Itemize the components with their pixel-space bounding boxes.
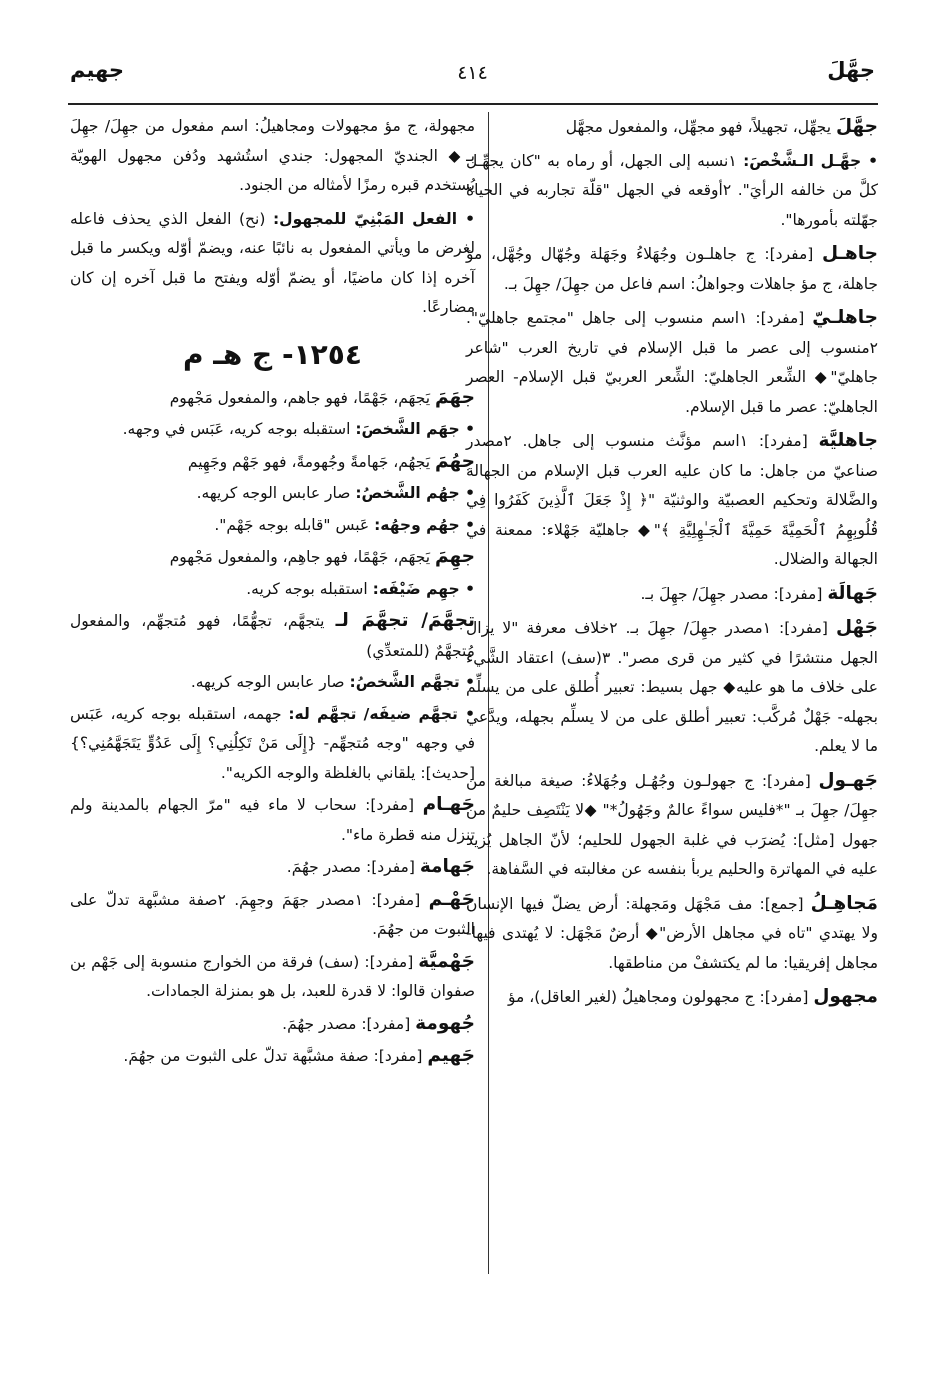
definition: يَجهَم، جَهْمًا، فهو جاهم، والمفعول مَجْهوم bbox=[169, 388, 435, 407]
headword: جَهامة bbox=[419, 856, 475, 877]
headword: جَهـام bbox=[422, 794, 475, 815]
subentry-label: • تجهَّم الشَّخصُ: bbox=[349, 673, 475, 691]
definition: يجهِّل، تجهيلاً، فهو مجهِّل، والمفعول مجهَّل bbox=[565, 118, 836, 136]
headword: جهُمَ bbox=[434, 450, 475, 472]
entry bbox=[466, 579, 878, 610]
headword: جَهْـم bbox=[428, 888, 475, 910]
entry bbox=[70, 575, 475, 605]
definition: (نح) الفعل الذي يحذف فاعله لغرض ما ويأتي المفعول به نائبًا عنه، ويضمّ أوّله ويكسر ما قبل آخره إذا كان ماضيًا، أو يضمّ أوّله ويفتح ما قبل آخره إن كان مضارعًا. bbox=[70, 209, 475, 316]
header-rule bbox=[68, 103, 878, 105]
subentry-label: • جهَّـل الـشَّخْصَ: bbox=[743, 151, 878, 170]
definition: [مفرد]: ج مجهولون ومجاهيلُ (لغير العاقل)، مؤ bbox=[508, 988, 814, 1006]
subentry-label: • جهُم وجهُه: bbox=[374, 515, 475, 534]
subentry-label: • الفعل المَبْنِيّ للمجهول: bbox=[272, 209, 475, 228]
right-column bbox=[466, 112, 878, 1017]
definition: [مفرد]: ١مصدر جهِلَ/ جهِلَ بـ. ٢خلاف معرفة "لا يزال الجهل منتشرًا في كثير من قرى مصر". ٣(سف) اعتقاد الشَّيء على خلاف ما هو عليه◆ جهل بسيط: تعبير أُطلق على من يسلِّم بجهله- جَهْلٌ مُركَّب: تعبير أطلق على من لا يسلِّم بجهله، ويدَّعي ما لا يعلم. bbox=[466, 619, 878, 755]
entry bbox=[70, 205, 475, 323]
subentry-label: • تجهَّم ضيفَه/ تجهَّم له: bbox=[288, 704, 475, 723]
definition: استقبله بوجه كريه، عَبَس في وجهه. bbox=[122, 420, 356, 438]
entry bbox=[466, 766, 878, 885]
subentry-label: • جهُم الشَّخصُ: bbox=[355, 484, 475, 502]
definition: [مفرد]: صفة مشبَّهة تدلّ على الثبوت من جهُمَ. bbox=[123, 1047, 428, 1065]
headword: جهَمَ bbox=[434, 386, 475, 408]
entry bbox=[70, 606, 475, 666]
definition: يتجهَّم، تجهُّمًا، فهو مُتجهِّم، والمفعول مُتجهَّمٌ (للمتعدِّي) bbox=[70, 612, 475, 660]
definition: [مفرد]: سحاب لا ماء فيه "مرّ الجهام بالمدينة ولم تنزل منه قطرة ماء". bbox=[70, 796, 475, 844]
definition: يَجهُم، جَهامةً وجُهومةً، فهو جَهْم وجَهِيم bbox=[187, 452, 435, 471]
headword: جَهْميَّة bbox=[418, 950, 475, 972]
root-heading: ١٢٥٤- ج هـ م bbox=[183, 337, 362, 371]
definition: [مفرد]: (سف) فرقة من الخوارج منسوبة إلى جَهْم بن صفوان قالوا: لا قدرة للعبد، بل هو بمنزلة الجمادات. bbox=[70, 952, 475, 1000]
definition: ١نسبه إلى الجهل، أو رماه به "كان يجهِّـل كلَّ من خالفه الرأيَ". ٢أوقعه في الجهل "قلّة تجاربه في الحياة جهّلته بأمورها". bbox=[466, 151, 879, 229]
entry bbox=[70, 852, 475, 883]
entry bbox=[466, 112, 878, 143]
headword: تجهَّمَ/ تجهَّمَ لـ bbox=[335, 610, 475, 631]
definition: صار عابس الوجه كريهه. bbox=[190, 673, 350, 691]
definition: [مفرد]: مصدر جهُمَ. bbox=[282, 1014, 416, 1033]
headword: جَهـول bbox=[818, 769, 878, 791]
entry bbox=[70, 700, 475, 789]
definition: يَجهَم، جَهْمًا، فهو جاهِم، والمفعول مَجْهوم bbox=[169, 548, 435, 566]
entry bbox=[466, 147, 878, 236]
entry bbox=[70, 479, 475, 509]
definition: [مفرد]: ١اسم منسوب إلى جاهل "مجتمع جاهليّ". ٢منسوب إلى عصر ما قبل الإسلام في تاريخ العرب "شاعر جاهليّ"◆ الشِّعر الجاهليّ: الشِّعر العربيّ قبل الإسلام- العصر الجاهليّ: عصر ما قبل الإسلام. bbox=[466, 309, 878, 416]
page-header bbox=[70, 52, 875, 92]
headword: جَهيم bbox=[427, 1045, 475, 1066]
entry bbox=[70, 112, 475, 201]
definition: [مفرد]: مصدر جهِلَ/ جهِلَ بـ. bbox=[640, 584, 828, 603]
definition: [مفرد]: ج جهولـون وجُهُـل وجُهَلاءُ: صيغة مبالغة من جهِلَ/ جهِلَ بـ "*فليس سواءً عالمٌ وجَهُولُ*" ◆لا يَنْتَصِف حليمٌ من جهول [مثل]: يُضرَب في غلبة الجهول للحليم؛ لأنّ الجاهل يُزيد عليه في المهاترة والحليم يربأ بنفسه عن مغالبته في السَّفاهة. bbox=[466, 771, 878, 878]
definition: مجهولة، ج مؤ مجهولات ومجاهيلُ: اسم مفعول من جهِلَ/ جهِلَ بـ◆ الجنديّ المجهول: جندي استُشهد ودُفن مجهول الهويّة يُستخدم قبره رمزًا لأمثاله من الجنود. bbox=[70, 117, 475, 194]
right-guide-word: جهَّلَ bbox=[827, 58, 875, 82]
entry bbox=[70, 885, 475, 945]
subentry-label: • جهَم الشَّخصَ: bbox=[355, 420, 475, 438]
entry bbox=[70, 447, 475, 478]
definition: جهمه، استقبله بوجه كريه، عَبَس في وجهه "وجه مُتجهِّم- {إِلَى مَنْ تَكِلُنِي؟ إِلَى عَدُوٍّ يَتَجَهَّمُنِي؟} [حديث]: يلقاني بالغلظة والوجه الكريه". bbox=[70, 704, 475, 782]
entry bbox=[466, 613, 878, 762]
headword: جُهومة bbox=[415, 1012, 475, 1034]
headword: جهِمَ bbox=[434, 546, 475, 567]
entry bbox=[70, 790, 475, 850]
entry bbox=[466, 889, 878, 979]
headword: جاهليَّة bbox=[818, 430, 878, 451]
left-guide-word: جهيم bbox=[70, 58, 125, 82]
entry bbox=[466, 239, 878, 299]
definition: [جمع]: مف مَجْهَل ومَجهلة: أرض يضلّ فيها الإنسان ولا يهتدي "تاه في مجاهل الأرض"◆ أرضٌ مَجْهَل: لا يُهتدى فيها- مجاهل إفريقيا: ما لم يكتشفْ من مناطقها. bbox=[466, 894, 878, 972]
entry bbox=[70, 383, 475, 414]
definition: عَبس "قابله بوجه جَهْم". bbox=[214, 515, 375, 534]
headword: جهَّلَ bbox=[835, 116, 878, 137]
headword: جاهـل bbox=[822, 243, 878, 264]
entry bbox=[70, 668, 475, 698]
definition: [مفرد]: ١اسم مؤنَّث منسوب إلى جاهل. ٢مصدر صناعيّ من جاهل: ما كان عليه العرب قبل الإسلام من الجهالة والضَّلالة وتحكيم العصبيّة والوثنيّة "﴿ إِذْ جَعَلَ ٱلَّذِينَ كَفَرُوا فِي قُلُوبِهِمُ ٱلْحَمِيَّةَ حَمِيَّةَ ٱلْجَـٰهِلِيَّةِ ﴾"◆ جاهليّة جَهْلاء: ممعنة في الجهالة والضلال. bbox=[466, 432, 878, 568]
definition: صار عابس الوجه كريهه. bbox=[196, 484, 356, 502]
entry bbox=[466, 303, 878, 422]
entry bbox=[70, 542, 475, 573]
definition: [مفرد]: ١مصدر جهَمَ وجهِمَ. ٢صفة مشبَّهة تدلّ على الثبوت من جهُمَ. bbox=[70, 890, 475, 938]
entry bbox=[466, 982, 878, 1013]
definition: [مفرد]: مصدر جهُمَ. bbox=[286, 858, 420, 876]
entry bbox=[70, 415, 475, 445]
headword: مجهول bbox=[813, 986, 878, 1007]
page-number: ٤١٤ bbox=[457, 62, 488, 84]
left-column bbox=[70, 112, 475, 1074]
headword: جَهْل bbox=[835, 617, 878, 638]
entry bbox=[70, 947, 475, 1007]
definition: [مفرد]: ج جاهلـون وجُهَلاءُ وجَهَلة وجُهّال وجُهَّل، مؤ جاهلة، ج مؤ جاهلات وجواهلُ: اسم فاعل من جهِلَ/ جهِلَ بـ. bbox=[466, 245, 878, 293]
headword: مَجاهِـلُ bbox=[810, 892, 878, 914]
definition: استقبله بوجه كريه. bbox=[246, 579, 373, 598]
entry bbox=[70, 1041, 475, 1072]
headword: جاهلـيّ bbox=[812, 307, 878, 328]
subentry-label: • جهِم ضَيْفَه: bbox=[372, 579, 475, 598]
entry bbox=[70, 1009, 475, 1040]
entry bbox=[466, 426, 878, 575]
headword: جَهالَة bbox=[827, 582, 878, 604]
entry bbox=[70, 511, 475, 541]
